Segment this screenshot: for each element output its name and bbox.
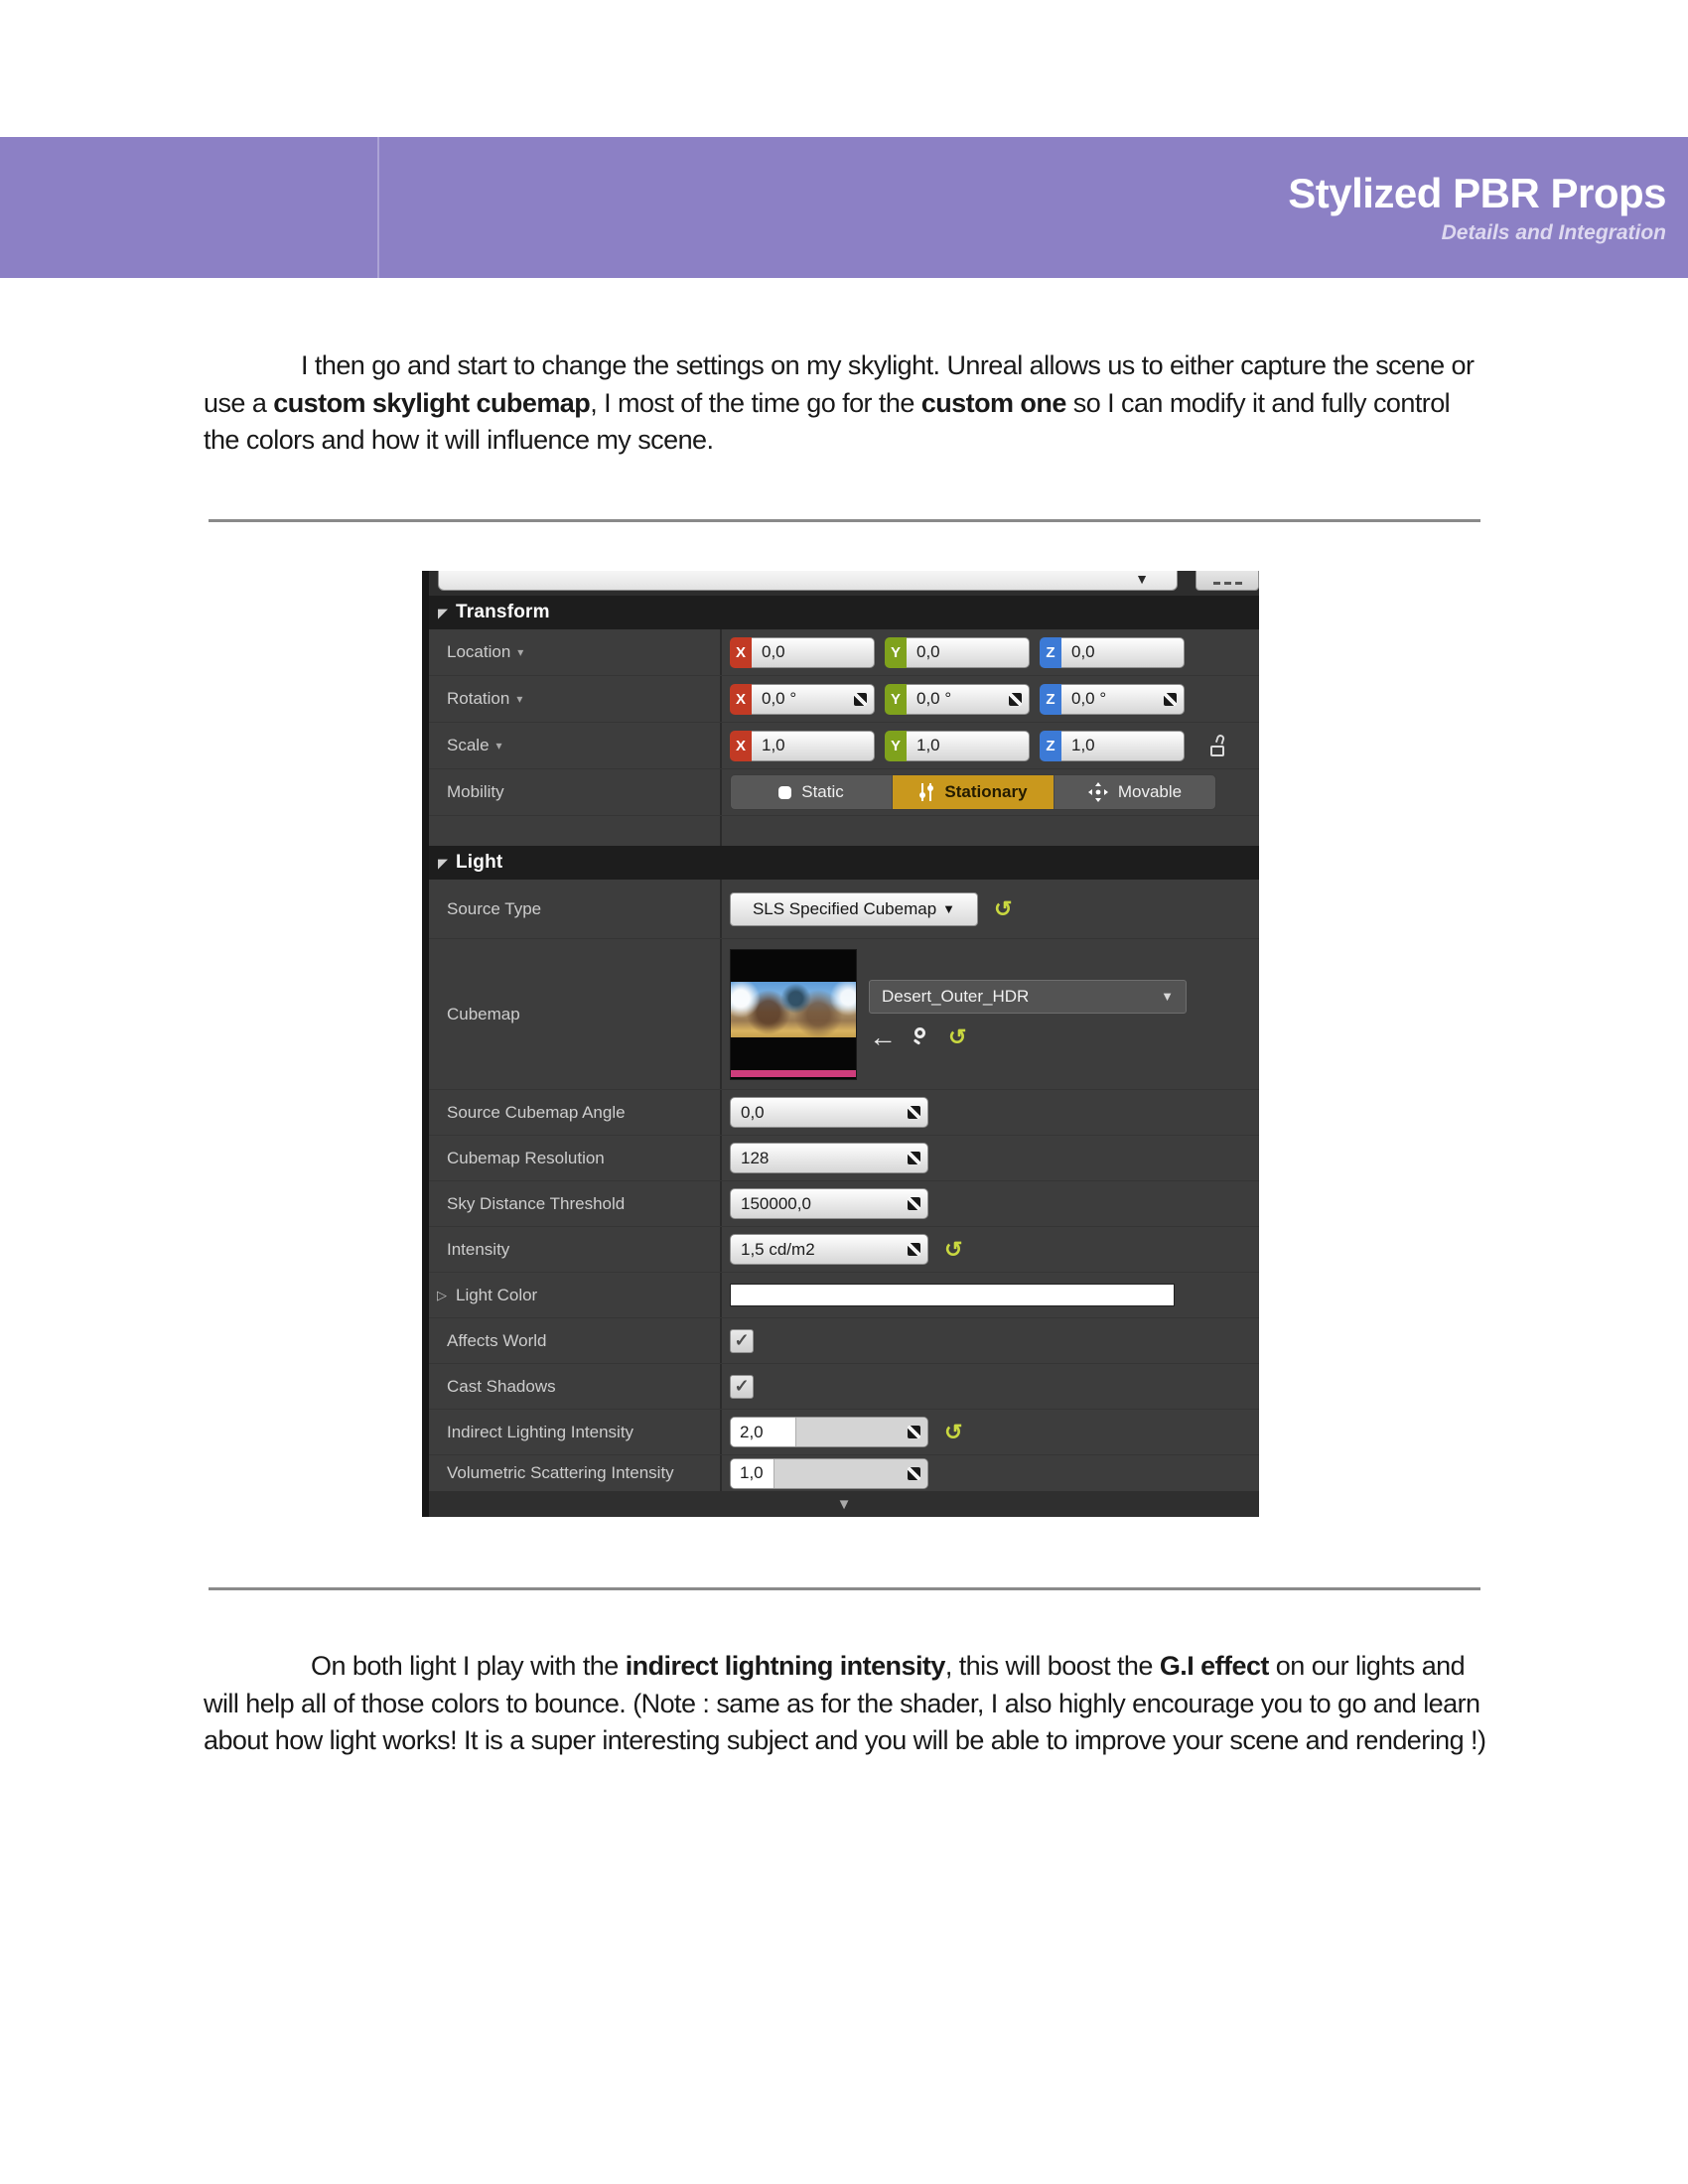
row-intensity [429, 1227, 1259, 1273]
value-text: 0,0 ° [762, 689, 797, 708]
rotation-y-input[interactable] [907, 684, 1030, 715]
rotation-y-group [885, 684, 1030, 715]
value-text: 0,0 [741, 1102, 765, 1122]
axis-y-tag: Y [885, 684, 907, 715]
label-text: Rotation [447, 689, 510, 708]
row-cubemap-resolution [429, 1136, 1259, 1181]
mobility-segmented-control [730, 774, 1216, 810]
use-selected-asset-icon[interactable]: ← [869, 1021, 897, 1052]
value-text: 1,0 [1071, 736, 1095, 754]
slider-fill [731, 1418, 796, 1446]
option-label: Static [801, 782, 844, 801]
intensity-label [429, 1227, 722, 1272]
row-source-type [429, 880, 1259, 939]
scale-x-input[interactable] [752, 731, 875, 761]
asset-type-color-bar [731, 1070, 856, 1077]
chevron-down-icon[interactable]: ▾ [516, 692, 523, 706]
slider-track[interactable] [774, 1459, 927, 1488]
location-x-input[interactable] [752, 637, 875, 668]
scale-z-group [1040, 731, 1185, 761]
spinbox-handle-icon[interactable] [908, 1467, 920, 1480]
horizontal-rule-bottom [209, 1587, 1480, 1590]
rotation-z-input[interactable] [1061, 684, 1185, 715]
row-cast-shadows [429, 1364, 1259, 1410]
label-text: Volumetric Scattering Intensity [447, 1463, 674, 1482]
reset-to-default-icon[interactable]: ↺ [944, 1419, 963, 1444]
cubemap-thumbnail[interactable] [730, 949, 857, 1080]
page-subtitle: Details and Integration [1441, 221, 1666, 244]
label-text: Light Color [456, 1285, 538, 1304]
value-text: 0,0 ° [916, 689, 952, 708]
value-text: 150000,0 [741, 1193, 811, 1213]
expander-closed-icon[interactable]: ▷ [437, 1287, 447, 1302]
label-text: Cubemap [447, 1004, 520, 1024]
chevron-down-icon[interactable]: ▼ [1135, 571, 1149, 587]
cubemap-preview-image [731, 982, 856, 1037]
label-text: Location [447, 642, 511, 661]
light-color-label [429, 1273, 722, 1317]
scale-z-input[interactable] [1061, 731, 1185, 761]
spinbox-handle-icon[interactable] [908, 1243, 920, 1256]
closing-paragraph [204, 1648, 1489, 1760]
toolbar-button[interactable] [1196, 571, 1259, 591]
source-type-dropdown[interactable] [730, 892, 978, 926]
value-text: 0,0 [762, 642, 785, 661]
axis-x-tag: X [730, 637, 752, 668]
intro-text-bold-1: custom skylight cubemap [273, 387, 591, 418]
spinbox-handle-icon[interactable] [908, 1426, 920, 1438]
label-text: Affects World [447, 1330, 547, 1350]
banner-divider [377, 137, 379, 278]
ue-details-panel [422, 571, 1259, 1517]
search-combobox[interactable] [438, 571, 1178, 591]
scale-y-input[interactable] [907, 731, 1030, 761]
horizontal-rule-top [209, 519, 1480, 522]
section-gap [429, 816, 1259, 846]
axis-y-tag: Y [885, 637, 907, 668]
page-banner [0, 137, 1688, 278]
static-icon [778, 786, 791, 799]
spinbox-handle-icon[interactable] [854, 693, 867, 706]
chevron-down-icon[interactable]: ▾ [495, 739, 502, 752]
intensity-input[interactable] [730, 1234, 928, 1265]
panel-toolbar [429, 571, 1259, 596]
chevron-down-icon[interactable]: ▾ [517, 645, 524, 659]
section-header-light[interactable] [429, 846, 1259, 880]
expander-open-icon[interactable]: ◤ [438, 605, 448, 620]
reset-to-default-icon[interactable]: ↺ [948, 1024, 967, 1049]
label-text: Cast Shadows [447, 1376, 556, 1396]
browse-to-asset-icon[interactable] [913, 1027, 932, 1047]
scale-x-group [730, 731, 875, 761]
rotation-x-input[interactable] [752, 684, 875, 715]
cubemap-asset-dropdown[interactable] [869, 980, 1187, 1014]
option-label: Stationary [944, 782, 1028, 801]
rotation-z-group [1040, 684, 1185, 715]
chevron-down-icon: ▼ [942, 901, 956, 916]
scale-y-group [885, 731, 1030, 761]
value-text: 0,0 ° [1071, 689, 1107, 708]
row-source-cubemap-angle [429, 1090, 1259, 1136]
expand-more-icon[interactable]: ▼ [836, 1495, 852, 1513]
location-z-group [1040, 637, 1185, 668]
closing-text-2: , this will boost the [944, 1651, 1160, 1681]
label-text: Source Type [447, 898, 542, 918]
light-color-swatch[interactable] [730, 1284, 1175, 1306]
cubemap-resolution-input[interactable] [730, 1143, 928, 1173]
location-y-group [885, 637, 1030, 668]
value-text: 128 [741, 1148, 770, 1167]
indirect-lighting-intensity-slider[interactable] [730, 1417, 928, 1447]
closing-text-bold-2: G.I effect [1159, 1651, 1269, 1681]
reset-to-default-icon[interactable]: ↺ [944, 1236, 963, 1262]
label-text: Cubemap Resolution [447, 1148, 605, 1167]
slider-fill [731, 1459, 774, 1488]
row-indirect-lighting-intensity [429, 1410, 1259, 1455]
intro-text-bold-2: custom one [920, 387, 1066, 418]
label-text: Sky Distance Threshold [447, 1193, 626, 1213]
cast-shadows-checkbox[interactable] [730, 1375, 754, 1399]
mobility-label [429, 769, 722, 815]
row-affects-world [429, 1318, 1259, 1364]
row-sky-distance-threshold [429, 1181, 1259, 1227]
source-cubemap-angle-input[interactable] [730, 1097, 928, 1128]
value-text: 0,0 [916, 642, 940, 661]
cubemap-resolution-label [429, 1136, 722, 1180]
scale-label [429, 723, 722, 768]
source-type-label [429, 880, 722, 938]
value-text: 2,0 [740, 1422, 764, 1441]
affects-world-checkbox[interactable] [730, 1329, 754, 1353]
intro-text-3: so I can modify it and fully control the colors and how it will influence my scene. [204, 387, 1451, 455]
option-label: Movable [1117, 782, 1183, 801]
row-rotation [429, 676, 1259, 723]
spinbox-handle-icon[interactable] [908, 1152, 920, 1164]
rotation-x-group [730, 684, 875, 715]
affects-world-label [429, 1318, 722, 1363]
axis-z-tag: Z [1040, 731, 1061, 761]
section-header-transform[interactable] [429, 596, 1259, 629]
row-mobility [429, 769, 1259, 816]
value-text: 0,0 [1071, 642, 1095, 661]
expander-open-icon[interactable]: ◤ [438, 855, 448, 871]
sky-distance-threshold-label [429, 1181, 722, 1226]
sky-distance-threshold-input[interactable] [730, 1188, 928, 1219]
row-scale [429, 723, 1259, 769]
page-title: Stylized PBR Props [1288, 170, 1666, 216]
intro-text-1: I then go and start to change the settings on my skylight. Unreal allows us to either capture the scene or use a [204, 350, 1475, 418]
indirect-lighting-intensity-label [429, 1410, 722, 1454]
value-text: 1,5 cd/m2 [741, 1239, 815, 1259]
reset-to-default-icon[interactable]: ↺ [994, 895, 1013, 921]
chevron-down-icon: ▼ [1161, 989, 1174, 1004]
source-cubemap-angle-label [429, 1090, 722, 1135]
cast-shadows-label [429, 1364, 722, 1409]
row-location [429, 629, 1259, 676]
section-title: Light [456, 852, 503, 873]
row-cubemap [429, 939, 1259, 1090]
closing-text-1: On both light I play with the [311, 1651, 626, 1681]
axis-x-tag: X [730, 684, 752, 715]
label-text: Intensity [447, 1239, 510, 1259]
volumetric-scattering-intensity-label [429, 1455, 722, 1491]
label-text: Indirect Lighting Intensity [447, 1422, 634, 1441]
section-title: Transform [456, 602, 550, 622]
mobility-option-static[interactable] [731, 775, 893, 809]
location-z-input[interactable] [1061, 637, 1185, 668]
closing-text-3: on our lights and will help all of those colors to bounce. (Note : same as for the shader, I also highly encourage you to go and learn about how light works! It is a super interesting subject and you will be able to improve your scene and rendering !) [204, 1651, 1486, 1755]
cubemap-label [429, 939, 722, 1089]
spinbox-handle-icon[interactable] [908, 1106, 920, 1119]
label-text: Scale [447, 736, 490, 754]
check-icon: ✓ [734, 1330, 750, 1350]
row-volumetric-scattering-intensity [429, 1455, 1259, 1491]
label-text: Source Cubemap Angle [447, 1102, 626, 1122]
dropdown-value: Desert_Outer_HDR [882, 986, 1030, 1006]
location-y-input[interactable] [907, 637, 1030, 668]
spinbox-handle-icon[interactable] [1164, 693, 1177, 706]
rotation-label [429, 676, 722, 722]
spinbox-handle-icon[interactable] [908, 1197, 920, 1210]
volumetric-scattering-intensity-slider[interactable] [730, 1458, 928, 1489]
sliders-icon [918, 782, 934, 802]
axis-z-tag: Z [1040, 637, 1061, 668]
mobility-option-stationary[interactable] [893, 775, 1055, 809]
move-icon [1088, 782, 1108, 802]
label-text: Mobility [447, 782, 504, 801]
value-text: 1,0 [740, 1463, 764, 1482]
location-x-group [730, 637, 875, 668]
panel-expand-bar[interactable] [429, 1491, 1259, 1517]
value-text: 1,0 [762, 736, 785, 754]
check-icon: ✓ [734, 1376, 750, 1396]
row-light-color [429, 1273, 1259, 1318]
axis-x-tag: X [730, 731, 752, 761]
axis-y-tag: Y [885, 731, 907, 761]
intro-paragraph [204, 347, 1489, 460]
mobility-option-movable[interactable] [1055, 775, 1215, 809]
axis-z-tag: Z [1040, 684, 1061, 715]
location-label [429, 629, 722, 675]
lock-open-icon[interactable] [1210, 735, 1226, 756]
spinbox-handle-icon[interactable] [1009, 693, 1022, 706]
intro-text-2: , I most of the time go for the [590, 387, 921, 418]
closing-text-bold-1: indirect lightning intensity [625, 1651, 945, 1681]
value-text: 1,0 [916, 736, 940, 754]
dropdown-value: SLS Specified Cubemap [752, 898, 937, 918]
